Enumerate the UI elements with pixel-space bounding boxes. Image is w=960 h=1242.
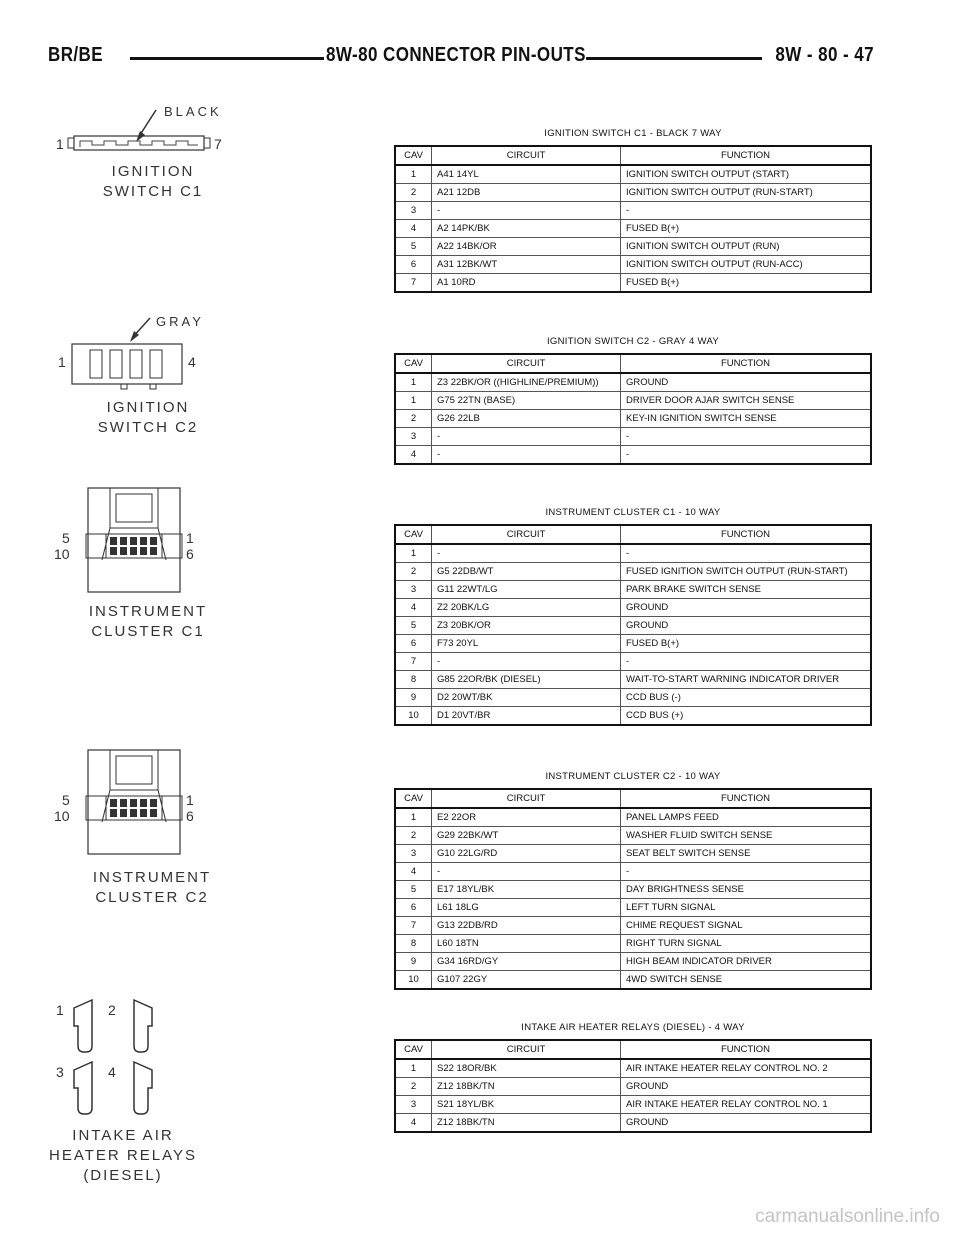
- ignition-switch-c2-drawing: [48, 310, 248, 440]
- pin-label-4: 4: [108, 1064, 116, 1080]
- circuit-cell: -: [432, 428, 621, 446]
- circuit-cell: G26 22LB: [432, 410, 621, 428]
- relay-terminals-icon: [48, 996, 248, 1116]
- cav-cell: 2: [395, 1078, 432, 1096]
- table-row: [395, 165, 871, 184]
- function-cell: -: [621, 863, 872, 881]
- table-row: [395, 707, 871, 726]
- cav-cell: 1: [395, 1059, 432, 1078]
- function-cell: WAIT-TO-START WARNING INDICATOR DRIVER: [621, 671, 872, 689]
- circuit-cell: L61 18LG: [432, 899, 621, 917]
- table-row: [395, 617, 871, 635]
- cav-cell: 2: [395, 563, 432, 581]
- cav-cell: 4: [395, 220, 432, 238]
- cav-cell: 5: [395, 881, 432, 899]
- table-row: [395, 863, 871, 881]
- circuit-cell: G85 22OR/BK (DIESEL): [432, 671, 621, 689]
- function-cell: IGNITION SWITCH OUTPUT (RUN): [621, 238, 872, 256]
- cav-cell: 9: [395, 953, 432, 971]
- cav-cell: 10: [395, 707, 432, 726]
- circuit-cell: G13 22DB/RD: [432, 917, 621, 935]
- function-cell: -: [621, 446, 872, 465]
- cav-cell: 1: [395, 544, 432, 563]
- function-cell: GROUND: [621, 599, 872, 617]
- column-header-function: FUNCTION: [621, 1040, 872, 1059]
- pin-label-1: 1: [56, 1002, 64, 1018]
- connector-color: BLACK: [164, 104, 222, 119]
- cav-cell: 2: [395, 184, 432, 202]
- table-row: [395, 935, 871, 953]
- circuit-cell: -: [432, 446, 621, 465]
- table-row: [395, 689, 871, 707]
- circuit-cell: A31 12BK/WT: [432, 256, 621, 274]
- table-row: [395, 446, 871, 465]
- function-cell: CHIME REQUEST SIGNAL: [621, 917, 872, 935]
- cav-cell: 10: [395, 971, 432, 990]
- cav-cell: 5: [395, 617, 432, 635]
- table-row: [395, 827, 871, 845]
- drawing-label: INTAKE AIR HEATER RELAYS (DIESEL): [49, 1127, 197, 1184]
- table-row: [395, 410, 871, 428]
- drawing-label: IGNITION SWITCH C2: [97, 399, 199, 436]
- function-cell: GROUND: [621, 1114, 872, 1133]
- circuit-cell: S22 18OR/BK: [432, 1059, 621, 1078]
- function-cell: -: [621, 202, 872, 220]
- section-title: 8W-80 CONNECTOR PIN-OUTS: [326, 44, 586, 66]
- cav-cell: 1: [395, 373, 432, 392]
- ignition-switch-c2-connector-icon: [48, 310, 248, 390]
- pin-label-1: 1: [58, 354, 66, 370]
- watermark: carmanualsonline.info: [755, 1206, 940, 1227]
- drawing-label: INSTRUMENT CLUSTER C1: [88, 603, 208, 640]
- table-row: [395, 184, 871, 202]
- cav-cell: 7: [395, 917, 432, 935]
- function-cell: GROUND: [621, 373, 872, 392]
- instrument-cluster-c2-connector-icon: [48, 746, 248, 856]
- circuit-cell: S21 18YL/BK: [432, 1096, 621, 1114]
- table-header-row: [395, 1040, 871, 1059]
- circuit-cell: -: [432, 544, 621, 563]
- circuit-cell: F73 20YL: [432, 635, 621, 653]
- circuit-cell: A2 14PK/BK: [432, 220, 621, 238]
- table-row: [395, 1059, 871, 1078]
- circuit-cell: -: [432, 863, 621, 881]
- table-header-row: [395, 354, 871, 373]
- function-cell: IGNITION SWITCH OUTPUT (RUN-ACC): [621, 256, 872, 274]
- column-header-circuit: CIRCUIT: [432, 525, 621, 544]
- instrument-cluster-c2-drawing: [48, 746, 248, 916]
- function-cell: DRIVER DOOR AJAR SWITCH SENSE: [621, 392, 872, 410]
- pin-label-10: 10: [54, 808, 70, 824]
- cav-cell: 9: [395, 689, 432, 707]
- circuit-cell: D1 20VT/BR: [432, 707, 621, 726]
- cav-cell: 1: [395, 808, 432, 827]
- circuit-cell: E17 18YL/BK: [432, 881, 621, 899]
- header-rule-right: [576, 57, 762, 60]
- ignition-switch-c1-table: [394, 145, 872, 293]
- pin-label-1: 1: [186, 530, 194, 546]
- intake-air-heater-relays-table: [394, 1039, 872, 1133]
- ignition-switch-c1-drawing: [48, 100, 248, 210]
- function-cell: GROUND: [621, 1078, 872, 1096]
- table-title: IGNITION SWITCH C2 - GRAY 4 WAY: [546, 336, 720, 347]
- circuit-cell: Z12 18BK/TN: [432, 1078, 621, 1096]
- cav-cell: 3: [395, 845, 432, 863]
- column-header-circuit: CIRCUIT: [432, 354, 621, 373]
- table-row: [395, 808, 871, 827]
- cav-cell: 8: [395, 935, 432, 953]
- function-cell: FUSED B(+): [621, 274, 872, 293]
- function-cell: AIR INTAKE HEATER RELAY CONTROL NO. 1: [621, 1096, 872, 1114]
- table-title: IGNITION SWITCH C1 - BLACK 7 WAY: [544, 128, 722, 139]
- pin-label-4: 4: [188, 354, 196, 370]
- page-number: 8W - 80 - 47: [775, 44, 874, 66]
- table-header-row: [395, 789, 871, 808]
- table-row: [395, 1078, 871, 1096]
- pin-label-5: 5: [62, 530, 70, 546]
- pin-label-2: 2: [108, 1002, 116, 1018]
- circuit-cell: G5 22DB/WT: [432, 563, 621, 581]
- table-row: [395, 220, 871, 238]
- table-row: [395, 274, 871, 293]
- function-cell: HIGH BEAM INDICATOR DRIVER: [621, 953, 872, 971]
- table-row: [395, 392, 871, 410]
- circuit-cell: G34 16RD/GY: [432, 953, 621, 971]
- function-cell: AIR INTAKE HEATER RELAY CONTROL NO. 2: [621, 1059, 872, 1078]
- cav-cell: 2: [395, 827, 432, 845]
- table-header-row: [395, 146, 871, 165]
- circuit-cell: -: [432, 202, 621, 220]
- function-cell: CCD BUS (-): [621, 689, 872, 707]
- table-row: [395, 953, 871, 971]
- cav-cell: 4: [395, 863, 432, 881]
- function-cell: PANEL LAMPS FEED: [621, 808, 872, 827]
- function-cell: -: [621, 428, 872, 446]
- table-row: [395, 428, 871, 446]
- header-rule-left: [130, 57, 324, 60]
- cav-cell: 4: [395, 1114, 432, 1133]
- table-row: [395, 238, 871, 256]
- pin-label-1: 1: [186, 792, 194, 808]
- function-cell: -: [621, 544, 872, 563]
- column-header-function: FUNCTION: [621, 354, 872, 373]
- pin-label-5: 5: [62, 792, 70, 808]
- function-cell: 4WD SWITCH SENSE: [621, 971, 872, 990]
- circuit-cell: G75 22TN (BASE): [432, 392, 621, 410]
- function-cell: FUSED B(+): [621, 220, 872, 238]
- table-title: INTAKE AIR HEATER RELAYS (DIESEL) - 4 WAY: [521, 1022, 745, 1033]
- circuit-cell: G11 22WT/LG: [432, 581, 621, 599]
- column-header-cav: CAV: [395, 1040, 432, 1059]
- pin-label-6: 6: [186, 808, 194, 824]
- function-cell: -: [621, 653, 872, 671]
- instrument-cluster-c2-table: [394, 788, 872, 990]
- column-header-function: FUNCTION: [621, 789, 872, 808]
- circuit-cell: G107 22GY: [432, 971, 621, 990]
- cav-cell: 5: [395, 238, 432, 256]
- column-header-cav: CAV: [395, 789, 432, 808]
- instrument-cluster-c1-drawing: [48, 484, 248, 654]
- circuit-cell: Z12 18BK/TN: [432, 1114, 621, 1133]
- table-row: [395, 256, 871, 274]
- table-row: [395, 581, 871, 599]
- instrument-cluster-c1-table: [394, 524, 872, 726]
- function-cell: PARK BRAKE SWITCH SENSE: [621, 581, 872, 599]
- function-cell: CCD BUS (+): [621, 707, 872, 726]
- cav-cell: 3: [395, 428, 432, 446]
- function-cell: LEFT TURN SIGNAL: [621, 899, 872, 917]
- table-row: [395, 1114, 871, 1133]
- column-header-cav: CAV: [395, 525, 432, 544]
- circuit-cell: E2 22OR: [432, 808, 621, 827]
- table-row: [395, 1096, 871, 1114]
- function-cell: IGNITION SWITCH OUTPUT (START): [621, 165, 872, 184]
- vehicle-code: BR/BE: [48, 44, 104, 66]
- pin-label-10: 10: [54, 546, 70, 562]
- table-row: [395, 635, 871, 653]
- cav-cell: 4: [395, 446, 432, 465]
- intake-air-heater-relays-drawing: [48, 996, 248, 1186]
- cav-cell: 3: [395, 1096, 432, 1114]
- table-title: INSTRUMENT CLUSTER C1 - 10 WAY: [545, 507, 721, 518]
- table-header-row: [395, 525, 871, 544]
- column-header-function: FUNCTION: [621, 146, 872, 165]
- table-row: [395, 845, 871, 863]
- circuit-cell: -: [432, 653, 621, 671]
- circuit-cell: A22 14BK/OR: [432, 238, 621, 256]
- function-cell: WASHER FLUID SWITCH SENSE: [621, 827, 872, 845]
- table-row: [395, 373, 871, 392]
- cav-cell: 1: [395, 392, 432, 410]
- table-row: [395, 671, 871, 689]
- table-row: [395, 563, 871, 581]
- cav-cell: 6: [395, 899, 432, 917]
- table-row: [395, 599, 871, 617]
- table-row: [395, 971, 871, 990]
- pin-label-6: 6: [186, 546, 194, 562]
- function-cell: FUSED B(+): [621, 635, 872, 653]
- ignition-switch-c2-table: [394, 353, 872, 465]
- cav-cell: 1: [395, 165, 432, 184]
- function-cell: DAY BRIGHTNESS SENSE: [621, 881, 872, 899]
- cav-cell: 3: [395, 581, 432, 599]
- pin-label-7: 7: [214, 136, 222, 152]
- circuit-cell: Z3 20BK/OR: [432, 617, 621, 635]
- page-header: [48, 44, 874, 74]
- function-cell: FUSED IGNITION SWITCH OUTPUT (RUN-START): [621, 563, 872, 581]
- function-cell: RIGHT TURN SIGNAL: [621, 935, 872, 953]
- column-header-cav: CAV: [395, 146, 432, 165]
- circuit-cell: G29 22BK/WT: [432, 827, 621, 845]
- column-header-circuit: CIRCUIT: [432, 1040, 621, 1059]
- cav-cell: 8: [395, 671, 432, 689]
- cav-cell: 7: [395, 653, 432, 671]
- cav-cell: 3: [395, 202, 432, 220]
- cav-cell: 4: [395, 599, 432, 617]
- drawing-label: IGNITION SWITCH C1: [102, 163, 204, 200]
- circuit-cell: Z3 22BK/OR ((HIGHLINE/PREMIUM)): [432, 373, 621, 392]
- column-header-circuit: CIRCUIT: [432, 146, 621, 165]
- circuit-cell: D2 20WT/BK: [432, 689, 621, 707]
- circuit-cell: A1 10RD: [432, 274, 621, 293]
- circuit-cell: G10 22LG/RD: [432, 845, 621, 863]
- table-row: [395, 899, 871, 917]
- column-header-function: FUNCTION: [621, 525, 872, 544]
- function-cell: SEAT BELT SWITCH SENSE: [621, 845, 872, 863]
- table-row: [395, 653, 871, 671]
- table-row: [395, 917, 871, 935]
- cav-cell: 7: [395, 274, 432, 293]
- cav-cell: 2: [395, 410, 432, 428]
- cav-cell: 6: [395, 256, 432, 274]
- function-cell: KEY-IN IGNITION SWITCH SENSE: [621, 410, 872, 428]
- column-header-circuit: CIRCUIT: [432, 789, 621, 808]
- drawing-label: INSTRUMENT CLUSTER C2: [92, 869, 212, 906]
- function-cell: GROUND: [621, 617, 872, 635]
- connector-color: GRAY: [156, 314, 204, 329]
- table-row: [395, 202, 871, 220]
- table-row: [395, 544, 871, 563]
- circuit-cell: L60 18TN: [432, 935, 621, 953]
- circuit-cell: A41 14YL: [432, 165, 621, 184]
- pin-label-1: 1: [56, 136, 64, 152]
- instrument-cluster-c1-connector-icon: [48, 484, 248, 594]
- circuit-cell: A21 12DB: [432, 184, 621, 202]
- circuit-cell: Z2 20BK/LG: [432, 599, 621, 617]
- function-cell: IGNITION SWITCH OUTPUT (RUN-START): [621, 184, 872, 202]
- pin-label-3: 3: [56, 1064, 64, 1080]
- table-title: INSTRUMENT CLUSTER C2 - 10 WAY: [545, 771, 721, 782]
- table-row: [395, 881, 871, 899]
- column-header-cav: CAV: [395, 354, 432, 373]
- cav-cell: 6: [395, 635, 432, 653]
